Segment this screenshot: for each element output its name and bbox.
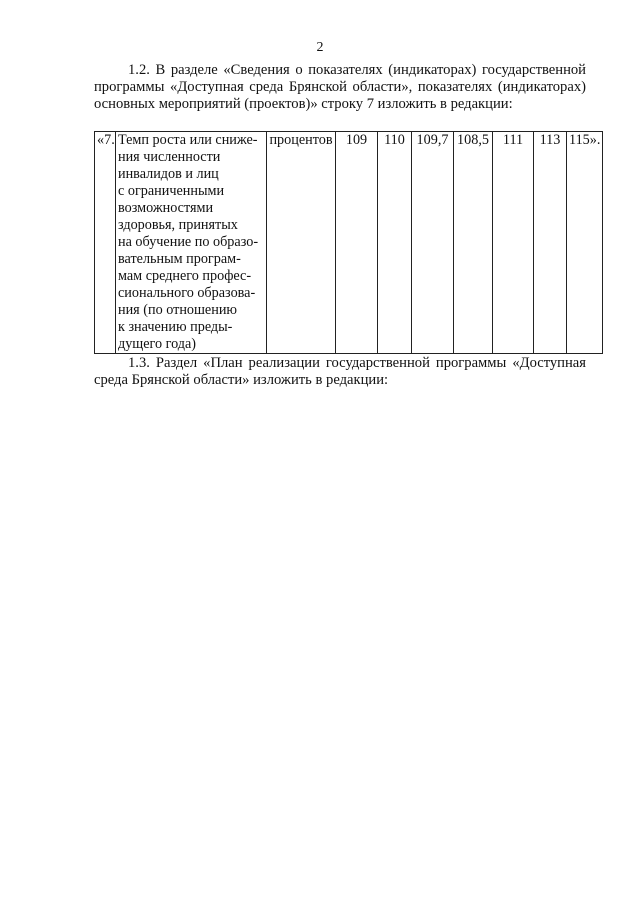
paragraph-line [94,355,586,372]
paragraph-line-text: 1.2. В разделе «Сведения о показателях (индикаторах) государственной [128,62,586,78]
unit-cell: процентов [267,132,336,354]
value-cell: 108,5 [454,132,493,354]
row-number-cell: «7. [95,132,116,354]
indicator-table [94,131,603,354]
value-cell: 109,7 [412,132,454,354]
paragraph-1-2 [94,62,586,113]
indicator-name-line: мам среднего профес- [118,268,252,284]
indicator-name-line: Темп роста или сниже- [118,132,258,148]
paragraph-1-3 [94,355,586,389]
value-cell: 111 [493,132,534,354]
indicator-name-line: с ограниченными [118,183,225,199]
paragraph-line-text: 1.3. Раздел «План реализации государственной программы «Доступная [128,355,586,371]
table-row [95,132,603,354]
indicator-name-line: дущего года) [118,336,197,352]
indicator-name-cell [116,132,267,354]
indicator-name-line: к значению преды- [118,319,233,335]
paragraph-line: среда Брянской области» изложить в редакции: [94,372,389,388]
indicator-name-line: на обучение по образо- [118,234,259,250]
value-cell: 109 [336,132,378,354]
paragraph-line [94,62,586,79]
indicator-name-line: ния (по отношению [118,302,238,318]
indicator-name-line: инвалидов и лиц [118,166,219,182]
indicator-name-line: вательным програм- [118,251,241,267]
value-cell: 113 [534,132,567,354]
paragraph-line: основных мероприятий (проектов)» строку 7 изложить в редакции: [94,96,513,112]
indicator-name-line: здоровья, принятых [118,217,238,233]
indicator-name-line: сионального образова- [118,285,256,301]
page-number: 2 [316,40,324,55]
paragraph-line: программы «Доступная среда Брянской области», показателях (индикаторах) [94,79,586,95]
indicator-name-line: возможностями [118,200,214,216]
indicator-name-line: ния численности [118,149,221,165]
value-cell: 110 [378,132,412,354]
value-cell: 115». [567,132,603,354]
